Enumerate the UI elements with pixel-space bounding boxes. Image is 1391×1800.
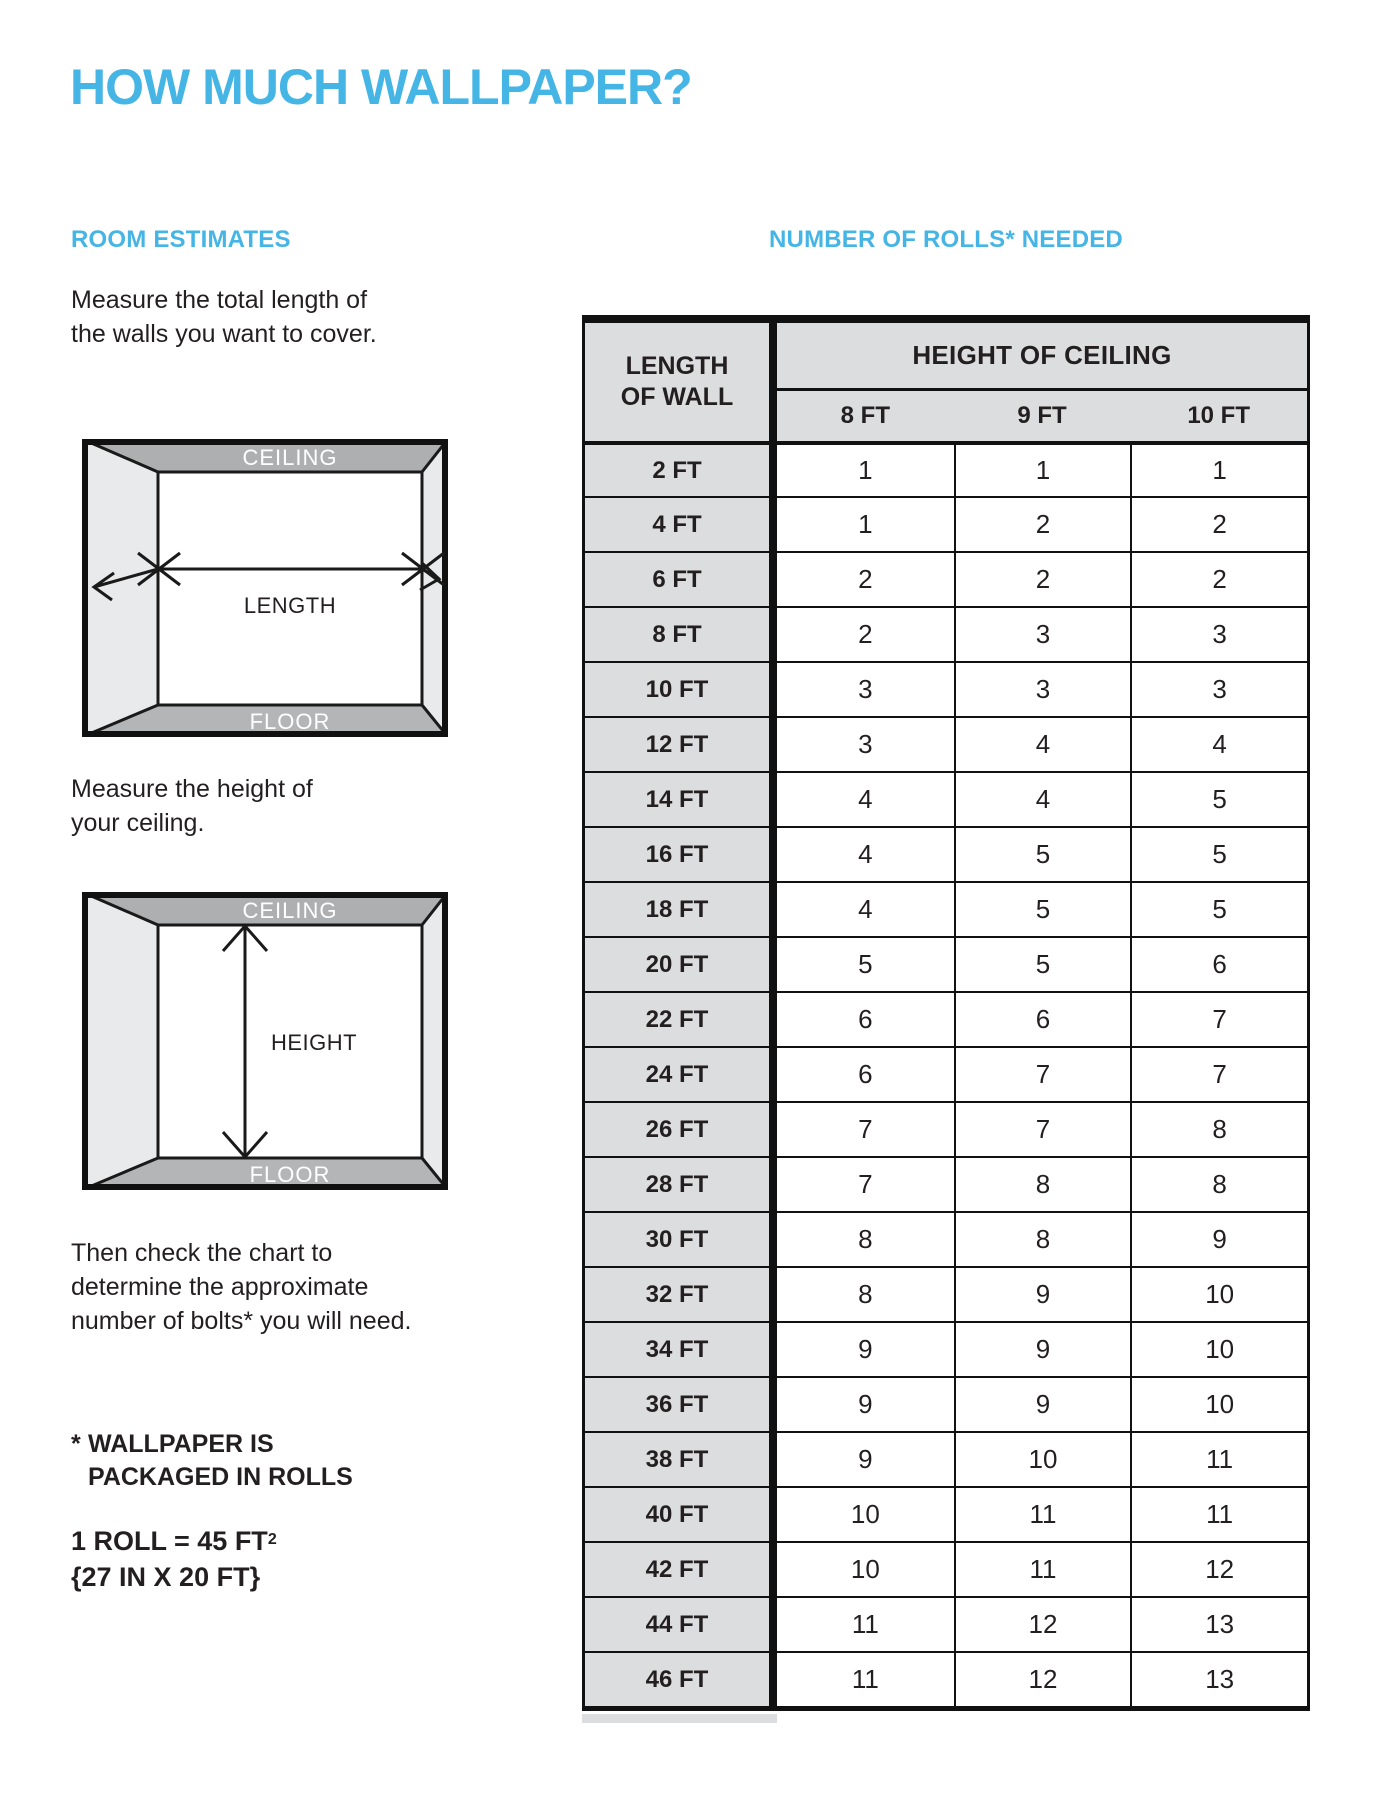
- roll-count-cell: 4: [777, 826, 954, 881]
- wall-length-row-label: 2 FT: [585, 441, 777, 496]
- roll-count-cell: 9: [777, 1321, 954, 1376]
- roll-count-cell: 4: [954, 771, 1131, 826]
- roll-count-cell: 11: [954, 1486, 1131, 1541]
- roll-count-cell: 5: [1130, 771, 1307, 826]
- roll-count-cell: 7: [1130, 991, 1307, 1046]
- roll-count-cell: 10: [1130, 1266, 1307, 1321]
- roll-count-cell: 3: [954, 661, 1131, 716]
- roll-count-cell: 6: [777, 1046, 954, 1101]
- left-wall-surface: [82, 892, 158, 1190]
- roll-count-cell: 2: [1130, 496, 1307, 551]
- wall-length-header-line2: OF WALL: [620, 383, 734, 411]
- roll-count-cell: 9: [1130, 1211, 1307, 1266]
- roll-count-cell: 9: [954, 1321, 1131, 1376]
- wall-length-row-label: 16 FT: [585, 826, 777, 881]
- roll-count-cell: 2: [777, 606, 954, 661]
- roll-count-cell: 13: [1130, 1651, 1307, 1706]
- height-paragraph: [71, 772, 313, 840]
- roll-count-cell: 8: [954, 1211, 1131, 1266]
- wall-length-row-label: 30 FT: [585, 1211, 777, 1266]
- roll-count-cell: 5: [954, 826, 1131, 881]
- roll-count-cell: 4: [777, 771, 954, 826]
- roll-count-cell: 10: [954, 1431, 1131, 1486]
- roll-count-cell: 10: [777, 1486, 954, 1541]
- wall-length-row-label: 42 FT: [585, 1541, 777, 1596]
- roll-count-cell: 7: [777, 1101, 954, 1156]
- length-label: LENGTH: [243, 593, 337, 618]
- wall-length-row-label: 8 FT: [585, 606, 777, 661]
- asterisk-indent: [71, 1461, 88, 1494]
- chart-paragraph: [71, 1236, 411, 1338]
- roll-count-cell: 7: [777, 1156, 954, 1211]
- roll-count-cell: 8: [777, 1211, 954, 1266]
- roll-count-cell: 9: [777, 1376, 954, 1431]
- roll-count-cell: 5: [954, 936, 1131, 991]
- roll-count-cell: 9: [954, 1266, 1131, 1321]
- roll-count-cell: 1: [1130, 441, 1307, 496]
- wall-length-row-label: 32 FT: [585, 1266, 777, 1321]
- intro-line-2: the walls you want to cover.: [71, 320, 377, 348]
- chart-line-1: Then check the chart to: [71, 1239, 333, 1267]
- roll-count-cell: 3: [1130, 606, 1307, 661]
- roll-count-cell: 6: [777, 991, 954, 1046]
- roll-count-cell: 11: [777, 1596, 954, 1651]
- wall-length-row-label: 26 FT: [585, 1101, 777, 1156]
- wall-length-row-label: 20 FT: [585, 936, 777, 991]
- roll-count-cell: 10: [777, 1541, 954, 1596]
- height-line-1: Measure the height of: [71, 775, 313, 803]
- ceiling-label: CEILING: [242, 898, 338, 923]
- wall-length-row-label: 10 FT: [585, 661, 777, 716]
- roll-count-cell: 2: [954, 496, 1131, 551]
- roll-count-cell: 1: [777, 496, 954, 551]
- rolls-needed-heading: NUMBER OF ROLLS* NEEDED: [769, 226, 1123, 253]
- roll-equation: [71, 1522, 277, 1559]
- footnote-line-1: [71, 1428, 353, 1461]
- roll-count-cell: 11: [777, 1651, 954, 1706]
- roll-count-cell: 9: [777, 1431, 954, 1486]
- ceiling-height-header: HEIGHT OF CEILING: [777, 323, 1307, 391]
- roll-count-cell: 2: [777, 551, 954, 606]
- floor-label: FLOOR: [249, 709, 331, 734]
- wall-length-row-label: 4 FT: [585, 496, 777, 551]
- wall-length-row-label: 36 FT: [585, 1376, 777, 1431]
- roll-count-cell: 5: [954, 881, 1131, 936]
- roll-count-cell: 8: [954, 1156, 1131, 1211]
- roll-count-cell: 6: [954, 991, 1131, 1046]
- roll-count-cell: 10: [1130, 1321, 1307, 1376]
- page-title: HOW MUCH WALLPAPER?: [70, 59, 692, 115]
- wall-length-header-line1: LENGTH: [625, 352, 729, 380]
- wall-length-row-label: 6 FT: [585, 551, 777, 606]
- wall-length-row-label: 18 FT: [585, 881, 777, 936]
- roll-count-cell: 6: [1130, 936, 1307, 991]
- roll-count-cell: 3: [777, 716, 954, 771]
- roll-count-cell: 4: [1130, 716, 1307, 771]
- roll-count-cell: 3: [954, 606, 1131, 661]
- roll-count-cell: 1: [954, 441, 1131, 496]
- roll-count-cell: 7: [1130, 1046, 1307, 1101]
- ceiling-label: CEILING: [242, 445, 338, 470]
- roll-count-cell: 3: [777, 661, 954, 716]
- roll-count-cell: 8: [1130, 1101, 1307, 1156]
- height-label: HEIGHT: [270, 1030, 358, 1055]
- back-wall-surface: [158, 472, 422, 705]
- roll-count-cell: 10: [1130, 1376, 1307, 1431]
- roll-equation-exponent: 2: [267, 1531, 277, 1548]
- roll-dimensions: {27 IN X 20 FT}: [71, 1562, 261, 1592]
- roll-count-cell: 5: [1130, 881, 1307, 936]
- roll-count-cell: 12: [1130, 1541, 1307, 1596]
- wall-length-row-label: 12 FT: [585, 716, 777, 771]
- roll-count-cell: 9: [954, 1376, 1131, 1431]
- footnote-text-2: PACKAGED IN ROLLS: [88, 1463, 353, 1491]
- chart-line-3: number of bolts* you will need.: [71, 1307, 412, 1335]
- roll-count-cell: 1: [777, 441, 954, 496]
- wall-length-row-label: 14 FT: [585, 771, 777, 826]
- footnote-text-1: WALLPAPER IS: [88, 1430, 274, 1458]
- roll-spec: [71, 1522, 277, 1595]
- wall-length-row-label: 24 FT: [585, 1046, 777, 1101]
- wall-length-row-label: 46 FT: [585, 1651, 777, 1706]
- roll-equation-base: 1 ROLL = 45 FT: [71, 1526, 268, 1556]
- wall-length-row-label: 34 FT: [585, 1321, 777, 1376]
- chart-line-2: determine the approximate: [71, 1273, 369, 1301]
- roll-count-cell: 4: [954, 716, 1131, 771]
- roll-count-cell: 11: [954, 1541, 1131, 1596]
- roll-count-cell: 8: [1130, 1156, 1307, 1211]
- floor-label: FLOOR: [249, 1162, 331, 1187]
- wall-length-row-label: 22 FT: [585, 991, 777, 1046]
- roll-count-cell: 4: [777, 881, 954, 936]
- rolls-table: [582, 315, 1310, 1711]
- roll-count-cell: 13: [1130, 1596, 1307, 1651]
- footnote-line-2: [71, 1461, 353, 1494]
- intro-paragraph: [71, 283, 377, 351]
- roll-count-cell: 7: [954, 1046, 1131, 1101]
- wall-length-row-label: 44 FT: [585, 1596, 777, 1651]
- wall-length-row-label: 40 FT: [585, 1486, 777, 1541]
- asterisk: *: [71, 1430, 81, 1458]
- room-height-diagram: [82, 892, 448, 1190]
- column-header-9ft: 9 FT: [954, 391, 1131, 441]
- roll-count-cell: 5: [777, 936, 954, 991]
- roll-count-cell: 11: [1130, 1486, 1307, 1541]
- wall-length-row-label: 38 FT: [585, 1431, 777, 1486]
- roll-count-cell: 7: [954, 1101, 1131, 1156]
- room-estimates-heading: ROOM ESTIMATES: [71, 226, 291, 253]
- column-header-10ft: 10 FT: [1130, 391, 1307, 441]
- rolls-footnote: [71, 1428, 353, 1494]
- wall-length-row-label: 28 FT: [585, 1156, 777, 1211]
- roll-count-cell: 12: [954, 1651, 1131, 1706]
- table-footer-stub: [582, 1714, 777, 1723]
- height-line-2: your ceiling.: [71, 809, 205, 837]
- intro-line-1: Measure the total length of: [71, 286, 368, 314]
- roll-count-cell: 5: [1130, 826, 1307, 881]
- roll-count-cell: 12: [954, 1596, 1131, 1651]
- roll-count-cell: 2: [1130, 551, 1307, 606]
- wall-length-header: [585, 323, 777, 441]
- column-header-8ft: 8 FT: [777, 391, 954, 441]
- roll-count-cell: 8: [777, 1266, 954, 1321]
- room-length-diagram: [82, 439, 448, 737]
- roll-count-cell: 11: [1130, 1431, 1307, 1486]
- roll-count-cell: 3: [1130, 661, 1307, 716]
- roll-count-cell: 2: [954, 551, 1131, 606]
